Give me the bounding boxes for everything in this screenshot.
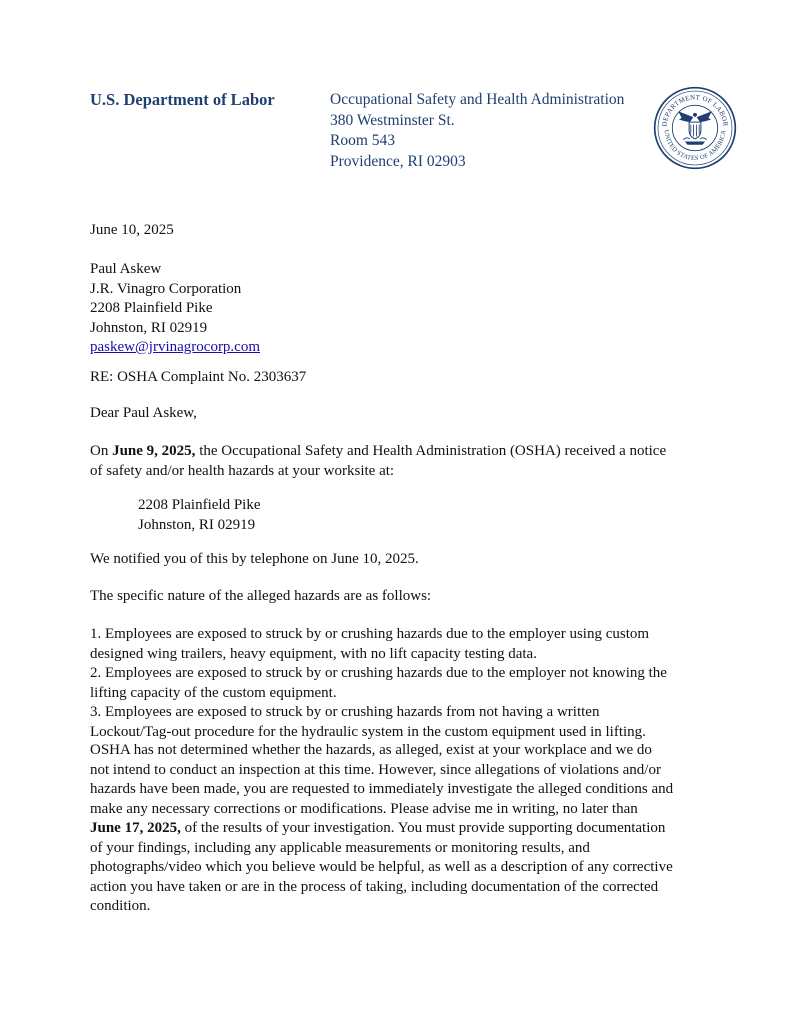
letter-date: June 10, 2025 [90,222,174,238]
recipient-email-link[interactable]: paskew@jrvinagrocorp.com [90,339,261,355]
agency-city: Providence, RI 02903 [330,152,466,170]
intro-prefix: On [90,443,113,459]
hazards-list [90,625,667,742]
intro-line2: of safety and/or health hazards at your worksite at: [90,462,395,479]
closing-line1: OSHA has not determined whether the hazards, as alleged, exist at your workplace and we do [90,742,652,758]
response-deadline-date: June 17, 2025, [90,820,181,836]
recipient-street: 2208 Plainfield Pike [90,300,213,316]
closing-line8: action you have taken or are in the process of taking, including documentation of the corrected [90,878,659,895]
re-line: RE: OSHA Complaint No. 2303637 [90,369,307,385]
salutation: Dear Paul Askew, [90,405,197,421]
svg-text:DEPARTMENT OF LABOR: DEPARTMENT OF LABOR [661,94,729,128]
worksite-street: 2208 Plainfield Pike [138,497,261,513]
worksite-city: Johnston, RI 02919 [138,516,256,533]
notified-text: We notified you of this by telephone on June 10, 2025. [90,551,419,567]
agency-room: Room 543 [330,132,396,149]
hazard-3-line1: 3. Employees are exposed to struck by or crushing hazards from not having a written [90,704,600,720]
hazard-2-line1: 2. Employees are exposed to struck by or crushing hazards due to the employer not knowing the [90,665,667,681]
closing-line4: make any necessary corrections or modifications. Please advise me in writing, no later than [90,800,638,817]
hazards-intro: The specific nature of the alleged hazards are as follows: [90,588,432,604]
recipient-city: Johnston, RI 02919 [90,319,208,336]
closing-line6: of your findings, including any applicable measurements or monitoring results, and [90,839,590,856]
worksite-address [138,496,261,535]
department-name: U.S. Department of Labor [90,90,275,109]
agency-street: 380 Westminster St. [330,111,455,129]
hazard-1-line2: designed wing trailers, heavy equipment, with no lift capacity testing data. [90,645,537,662]
closing-line5-rest: of the results of your investigation. You must provide supporting documentation [180,820,666,836]
dol-seal-icon [653,86,737,170]
recipient-company: J.R. Vinagro Corporation [90,280,242,297]
agency-address [330,90,624,172]
closing-paragraph [90,741,673,917]
intro-line1-rest: the Occupational Safety and Health Administration (OSHA) received a notice [195,443,667,459]
hazard-1-line1: 1. Employees are exposed to struck by or crushing hazards due to the employer using custom [90,626,650,642]
closing-line2: not intend to conduct an inspection at this time. However, since allegations of violations and/or [90,761,661,778]
intro-paragraph [90,442,666,481]
svg-text:UNITED STATES OF AMERICA: UNITED STATES OF AMERICA [662,129,728,162]
closing-line7: photographs/video which you believe would be helpful, as well as a description of any corrective [90,859,673,875]
recipient-name: Paul Askew [90,261,162,277]
recipient-block [90,260,260,358]
closing-line9: condition. [90,898,151,914]
complaint-received-date: June 9, 2025, [112,443,196,459]
hazard-3-line2: Lockout/Tag-out procedure for the hydraulic system in the custom equipment used in lifting. [90,723,646,740]
agency-name: Occupational Safety and Health Administration [330,91,625,108]
closing-line3: hazards have been made, you are requested to immediately investigate the alleged conditions and [90,781,674,797]
hazard-2-line2: lifting capacity of the custom equipment. [90,684,337,701]
